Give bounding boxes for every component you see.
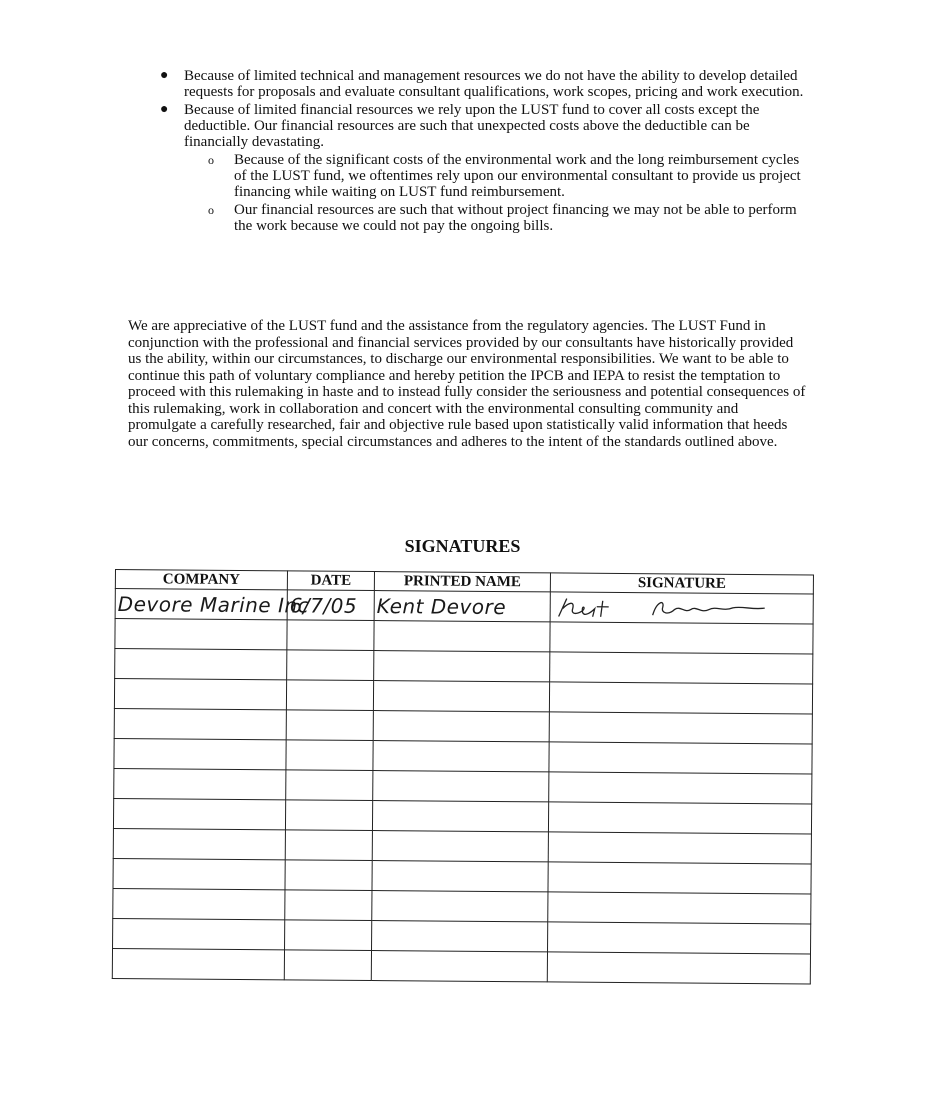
signature-cell[interactable] bbox=[548, 892, 811, 924]
company-cell[interactable] bbox=[114, 679, 286, 710]
company-cell[interactable] bbox=[113, 918, 285, 949]
date-cell[interactable] bbox=[287, 620, 374, 651]
date-cell[interactable] bbox=[285, 920, 372, 951]
printed-name-cell[interactable] bbox=[372, 801, 548, 832]
signature-cell[interactable] bbox=[548, 802, 811, 834]
date-cell[interactable] bbox=[285, 860, 372, 891]
sub-bullet-text: Because of the significant costs of the environmental work and the long reimbursement cycles of the LUST fund, we oftentimes rely upon our environmental consultant to provide us project financing while waiting on LUST fund reimbursement. bbox=[234, 152, 801, 200]
date-cell[interactable] bbox=[284, 950, 371, 981]
signature-table bbox=[112, 569, 814, 984]
signature-cell[interactable] bbox=[549, 772, 812, 804]
company-cell[interactable] bbox=[114, 768, 286, 799]
signatures-heading: SIGNATURES bbox=[404, 536, 521, 556]
date-cell[interactable] bbox=[286, 680, 373, 711]
printed-name-cell[interactable] bbox=[373, 771, 549, 802]
printed-name-cell[interactable] bbox=[372, 891, 548, 922]
signature-cell[interactable] bbox=[550, 652, 813, 684]
printed-name-cell[interactable] bbox=[374, 621, 550, 652]
table-row bbox=[112, 948, 810, 983]
date-cell[interactable]: 6/7/05 bbox=[287, 590, 374, 621]
printed-name-cell[interactable] bbox=[372, 861, 548, 892]
signature-cell[interactable] bbox=[549, 742, 812, 774]
bullet-text: Because of limited financial resources we rely upon the LUST fund to cover all costs except the deductible. Our financial resources are such that unexpected costs above the deductible can be financially devastating. bbox=[184, 102, 760, 150]
column-header-company: COMPANY bbox=[115, 570, 287, 590]
printed-name-cell[interactable]: Kent Devore bbox=[374, 591, 550, 622]
signature-cell[interactable] bbox=[548, 862, 811, 894]
printed-name-cell[interactable] bbox=[373, 681, 549, 712]
sub-bullet-text: Our financial resources are such that without project financing we may not be able to perform the work because we could not pay the ongoing bills. bbox=[234, 202, 797, 234]
sub-bullet-item bbox=[208, 202, 810, 234]
bullet-dot-icon: ● bbox=[160, 68, 169, 83]
date-cell[interactable] bbox=[286, 770, 373, 801]
printed-name-cell[interactable] bbox=[373, 741, 549, 772]
printed-name-cell[interactable] bbox=[374, 651, 550, 682]
company-cell[interactable] bbox=[114, 738, 286, 769]
bullet-text: Because of limited technical and management resources we do not have the ability to develop detailed requests for proposals and evaluate consultant qualifications, work scopes, pricing and work execution. bbox=[184, 68, 804, 100]
signature-cell[interactable] bbox=[550, 592, 813, 624]
date-cell[interactable] bbox=[286, 740, 373, 771]
date-cell[interactable] bbox=[286, 710, 373, 741]
company-cell[interactable] bbox=[113, 798, 285, 829]
bullet-item bbox=[160, 68, 810, 100]
company-cell[interactable] bbox=[115, 649, 287, 680]
signature-cell[interactable] bbox=[549, 682, 812, 714]
printed-name-cell[interactable] bbox=[372, 831, 548, 862]
company-cell[interactable] bbox=[115, 619, 287, 650]
date-cell[interactable] bbox=[285, 830, 372, 861]
date-cell[interactable] bbox=[287, 650, 374, 681]
date-cell[interactable] bbox=[285, 890, 372, 921]
company-cell[interactable] bbox=[113, 888, 285, 919]
column-header-signature: SIGNATURE bbox=[550, 573, 813, 594]
bullet-circle-icon: o bbox=[208, 153, 214, 167]
handwritten-signature-image bbox=[553, 594, 793, 622]
bullet-circle-icon: o bbox=[208, 203, 214, 217]
company-cell[interactable] bbox=[112, 948, 284, 979]
column-header-printed-name: PRINTED NAME bbox=[374, 572, 550, 592]
signature-cell[interactable] bbox=[547, 952, 810, 984]
bullet-dot-icon: ● bbox=[160, 102, 169, 117]
petition-paragraph: We are appreciative of the LUST fund and the assistance from the regulatory agencies. The LUST Fund in conjunction with the professional and financial services provided by our consultants have historically provided us the ability, within our circumstances, to discharge our environmental responsibilities. We want to be able to continue this path of voluntary compliance and hereby petition the IPCB and IEPA to resist the temptation to proceed with this rulemaking in haste and to instead fully consider the seriousness and potential consequences of this rulemaking, work in collaboration and concert with the environmental consulting community and promulgate a carefully researched, fair and objective rule based upon statistically valid information that heeds our concerns, commitments, special circumstances and adheres to the intent of the standards outlined above. bbox=[128, 318, 806, 450]
printed-name-cell[interactable] bbox=[372, 921, 548, 952]
bullet-item bbox=[160, 102, 810, 234]
company-cell[interactable] bbox=[113, 858, 285, 889]
company-cell[interactable] bbox=[114, 708, 286, 739]
company-cell[interactable]: Devore Marine Inc bbox=[115, 589, 287, 620]
sub-bullet-item bbox=[208, 152, 810, 200]
bullet-list bbox=[160, 68, 810, 236]
column-header-date: DATE bbox=[287, 571, 374, 591]
signature-cell[interactable] bbox=[548, 832, 811, 864]
company-cell[interactable] bbox=[113, 828, 285, 859]
date-cell[interactable] bbox=[285, 800, 372, 831]
signature-cell[interactable] bbox=[550, 622, 813, 654]
signature-cell[interactable] bbox=[548, 922, 811, 954]
signature-cell[interactable] bbox=[549, 712, 812, 744]
printed-name-cell[interactable] bbox=[371, 951, 547, 982]
sub-bullet-list bbox=[208, 152, 810, 234]
printed-name-cell[interactable] bbox=[373, 711, 549, 742]
